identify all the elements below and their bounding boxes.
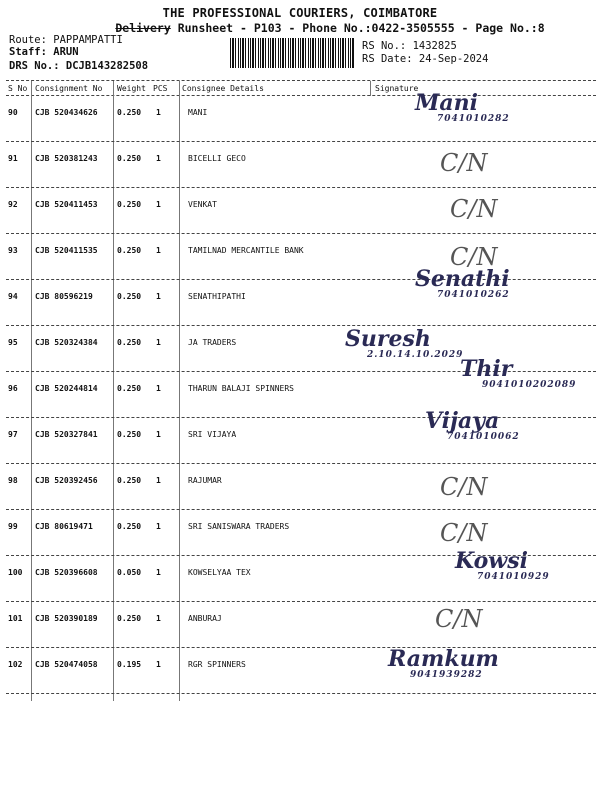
col-consignee: Consignee Details <box>182 84 264 93</box>
staff-label: Staff: ARUN <box>9 46 79 58</box>
signature-name: C/N <box>450 195 498 223</box>
weight-value: 0.250 <box>117 108 142 117</box>
signature-name: Kowsi <box>455 548 528 574</box>
page-title: THE PROFESSIONAL COURIERS, COIMBATORE <box>162 6 438 20</box>
consignee-name: MANI <box>188 108 208 117</box>
consignment-number: CJB 520474058 <box>35 660 98 669</box>
consignee-name: RGR SPINNERS <box>188 660 246 669</box>
weight-value: 0.250 <box>117 476 142 485</box>
weight-value: 0.250 <box>117 522 142 531</box>
consignment-number: CJB 520381243 <box>35 154 98 163</box>
signature-name: C/N <box>450 243 498 271</box>
signature-name: C/N <box>440 473 488 501</box>
signature-name: Vijaya <box>425 408 500 434</box>
consignment-number: CJB 520244814 <box>35 384 98 393</box>
consignee-name: VENKAT <box>188 200 217 209</box>
weight-value: 0.195 <box>117 660 142 669</box>
consignment-number: CJB 520324384 <box>35 338 98 347</box>
handwritten-signature <box>455 550 550 582</box>
pieces-count: 1 <box>156 476 161 485</box>
weight-value: 0.250 <box>117 338 142 347</box>
pieces-count: 1 <box>156 430 161 439</box>
col-divider <box>370 81 371 96</box>
handwritten-signature <box>450 243 498 271</box>
consignee-name: THARUN BALAJI SPINNERS <box>188 384 294 393</box>
signature-name: Thir <box>460 356 513 382</box>
pieces-count: 1 <box>156 614 161 623</box>
table-row <box>0 142 600 188</box>
col-weight: Weight <box>117 84 146 93</box>
pieces-count: 1 <box>156 246 161 255</box>
consignment-number: CJB 520390189 <box>35 614 98 623</box>
rs-number: RS No.: 1432825 <box>362 40 457 52</box>
serial-number: 90 <box>8 108 18 117</box>
weight-value: 0.250 <box>117 246 142 255</box>
handwritten-signature <box>415 92 510 124</box>
table-row <box>0 234 600 280</box>
weight-value: 0.250 <box>117 430 142 439</box>
col-consignment: Consignment No <box>35 84 103 93</box>
handwritten-signature <box>450 195 498 223</box>
signature-number: 7041010262 <box>437 290 510 300</box>
consignment-number: CJB 520411453 <box>35 200 98 209</box>
signature-number: 7041010282 <box>437 114 510 124</box>
serial-number: 91 <box>8 154 18 163</box>
consignee-name: TAMILNAD MERCANTILE BANK <box>188 246 304 255</box>
table-top-divider <box>6 80 596 81</box>
rs-date: RS Date: 24-Sep-2024 <box>362 53 489 65</box>
consignment-number: CJB 520327841 <box>35 430 98 439</box>
consignee-name: KOWSELYAA TEX <box>188 568 251 577</box>
consignee-name: JA TRADERS <box>188 338 237 347</box>
col-signature: Signature <box>375 84 419 93</box>
consignment-number: CJB 520434626 <box>35 108 98 117</box>
serial-number: 102 <box>8 660 23 669</box>
weight-value: 0.250 <box>117 200 142 209</box>
consignment-number: CJB 520411535 <box>35 246 98 255</box>
serial-number: 98 <box>8 476 18 485</box>
subtitle-prefix: Delivery <box>115 21 171 35</box>
table-row <box>0 648 600 694</box>
pieces-count: 1 <box>156 154 161 163</box>
row-divider <box>6 693 596 694</box>
handwritten-signature <box>440 473 488 501</box>
serial-number: 92 <box>8 200 18 209</box>
signature-name: Ramkum <box>388 646 499 672</box>
table-row <box>0 266 600 326</box>
weight-value: 0.250 <box>117 154 142 163</box>
pieces-count: 1 <box>156 384 161 393</box>
signature-number: 9041010202089 <box>482 380 577 390</box>
handwritten-signature <box>440 519 488 547</box>
handwritten-signature <box>425 410 520 442</box>
serial-number: 93 <box>8 246 18 255</box>
handwritten-signature <box>435 605 483 633</box>
consignee-name: SRI VIJAYA <box>188 430 237 439</box>
runsheet-subtitle <box>60 21 600 35</box>
signature-name: C/N <box>440 519 488 547</box>
weight-value: 0.250 <box>117 614 142 623</box>
handwritten-signature <box>345 328 463 360</box>
signature-number: 2.10.14.10.2029 <box>367 350 464 360</box>
consignment-number: CJB 520396608 <box>35 568 98 577</box>
serial-number: 94 <box>8 292 18 301</box>
signature-name: C/N <box>440 149 488 177</box>
col-sno: S No <box>8 84 28 93</box>
consignment-number: CJB 520392456 <box>35 476 98 485</box>
signature-name: Suresh <box>345 326 431 352</box>
signature-number: 7041010062 <box>447 432 520 442</box>
weight-value: 0.250 <box>117 384 142 393</box>
consignment-number: CJB 80596219 <box>35 292 93 301</box>
table-row <box>0 464 600 510</box>
pieces-count: 1 <box>156 568 161 577</box>
weight-value: 0.050 <box>117 568 142 577</box>
pieces-count: 1 <box>156 108 161 117</box>
serial-number: 97 <box>8 430 18 439</box>
weight-value: 0.250 <box>117 292 142 301</box>
serial-number: 96 <box>8 384 18 393</box>
table-row <box>0 188 600 234</box>
drs-number: DRS No.: DCJB143282508 <box>9 60 149 72</box>
handwritten-signature <box>460 358 576 390</box>
signature-name: Mani <box>415 90 478 116</box>
serial-number: 95 <box>8 338 18 347</box>
consignee-name: RAJUMAR <box>188 476 222 485</box>
serial-number: 101 <box>8 614 23 623</box>
barcode-image <box>230 38 354 68</box>
consignee-name: BICELLI GECO <box>188 154 246 163</box>
handwritten-signature <box>440 149 488 177</box>
pieces-count: 1 <box>156 200 161 209</box>
signature-name: Senathi <box>415 266 510 292</box>
col-pcs: PCS <box>153 84 168 93</box>
consignee-name: SENATHIPATHI <box>188 292 246 301</box>
handwritten-signature <box>388 648 499 680</box>
table-row <box>0 548 600 602</box>
pieces-count: 1 <box>156 522 161 531</box>
serial-number: 99 <box>8 522 18 531</box>
table-row <box>0 602 600 648</box>
signature-name: C/N <box>435 605 483 633</box>
signature-number: 9041939282 <box>410 670 483 680</box>
signature-number: 7041010929 <box>477 572 550 582</box>
consignee-name: ANBURAJ <box>188 614 222 623</box>
pieces-count: 1 <box>156 292 161 301</box>
handwritten-signature <box>415 268 510 300</box>
table-row <box>0 408 600 464</box>
pieces-count: 1 <box>156 338 161 347</box>
pieces-count: 1 <box>156 660 161 669</box>
consignment-number: CJB 80619471 <box>35 522 93 531</box>
table-row <box>0 90 600 142</box>
consignee-name: SRI SANISWARA TRADERS <box>188 522 290 531</box>
subtitle-rest: Runsheet - P103 - Phone No.:0422-3505555 - Page No.:8 <box>177 21 545 35</box>
route-label: Route: PAPPAMPATTI <box>9 34 123 46</box>
serial-number: 100 <box>8 568 23 577</box>
